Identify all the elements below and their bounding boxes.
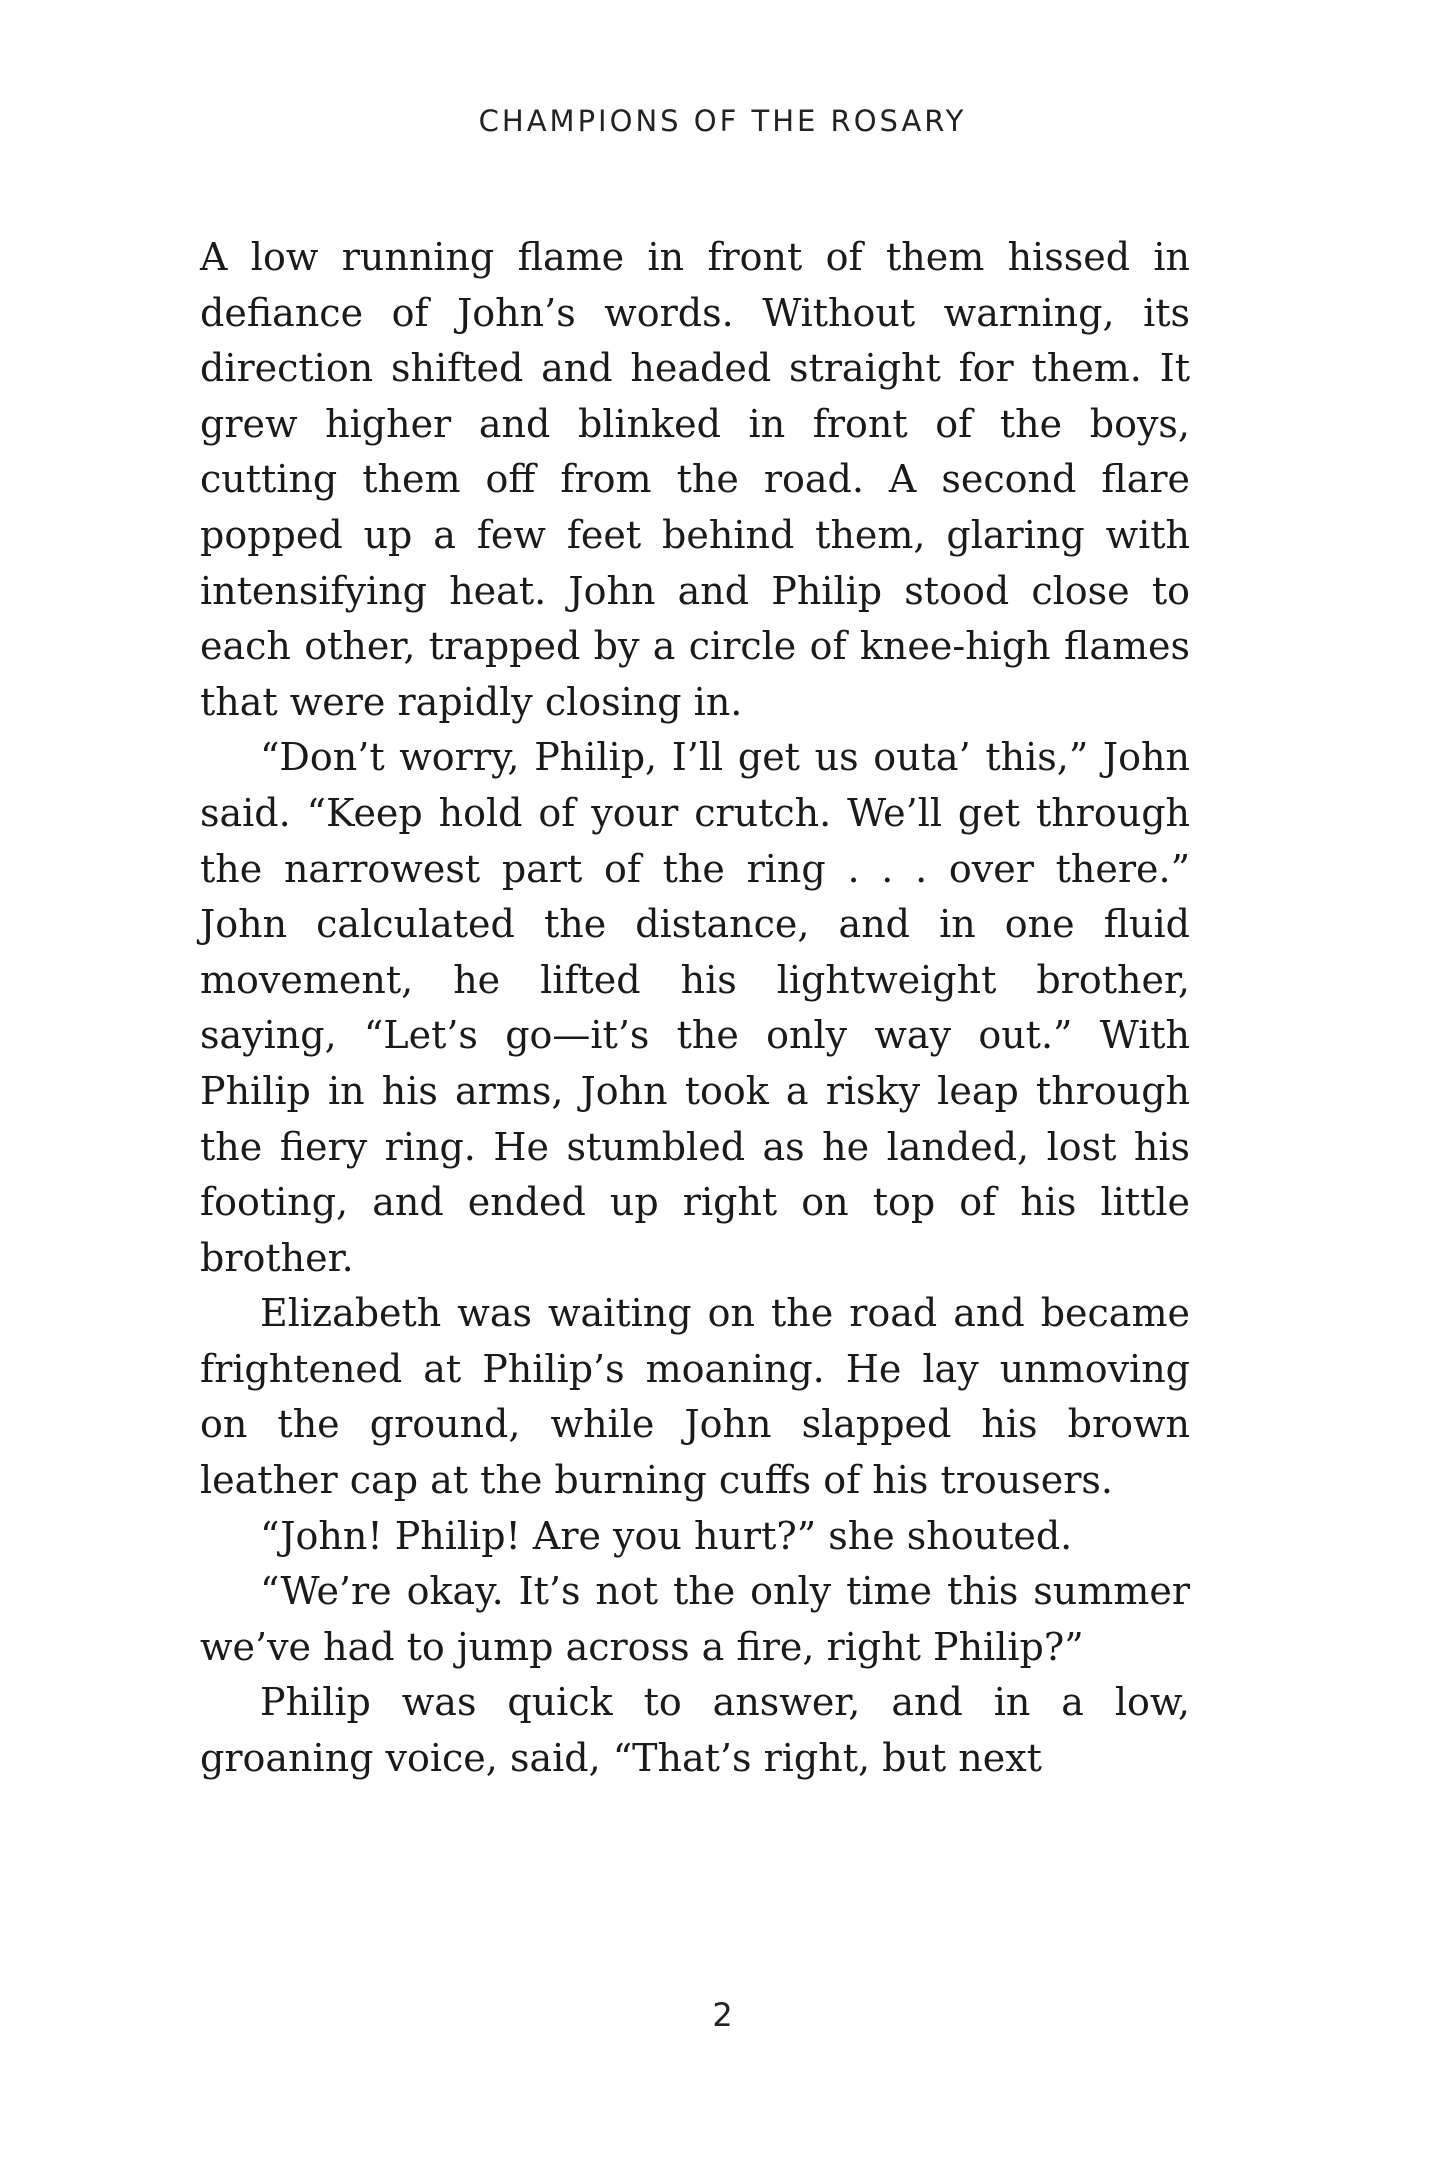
paragraph: Philip was quick to answer, and in a low, groaning voice, said, “That’s right, but next: [200, 1680, 1190, 1781]
paragraph: “Don’t worry, Philip, I’ll get us outa’ this,” John said. “Keep hold of your crutch. We’ll get through the narrowest part of the ring . . . over there.” John calculated the distance, and in one fluid movement, he lifted his lightweight brother, saying, “Let’s go—it’s the only way out.” With Philip in his arms, John took a risky leap through the fiery ring. He stumbled as he landed, lost his footing, and ended up right on top of his little brother.: [200, 735, 1190, 1280]
paragraph: “John! Philip! Are you hurt?” she shouted.: [260, 1513, 1073, 1558]
body-text: [200, 230, 1190, 1787]
paragraph: Elizabeth was waiting on the road and became frightened at Philip’s moaning. He lay unmoving on the ground, while John slapped his brown leather cap at the burning cuffs of his trousers.: [200, 1291, 1190, 1503]
page-number: 2: [712, 1996, 733, 2034]
paragraph: A low running flame in front of them hissed in defiance of John’s words. Without warning, its direction shifted and headed straight for them. It grew higher and blinked in front of the boys, cutting them off from the road. A second flare popped up a few feet behind them, glaring with intensifying heat. John and Philip stood close to each other, trapped by a circle of knee-high flames that were rapidly closing in.: [200, 235, 1190, 724]
paragraph: “We’re okay. It’s not the only time this summer we’ve had to jump across a fire, right Philip?”: [200, 1569, 1190, 1669]
running-head: CHAMPIONS OF THE ROSARY: [478, 104, 967, 138]
